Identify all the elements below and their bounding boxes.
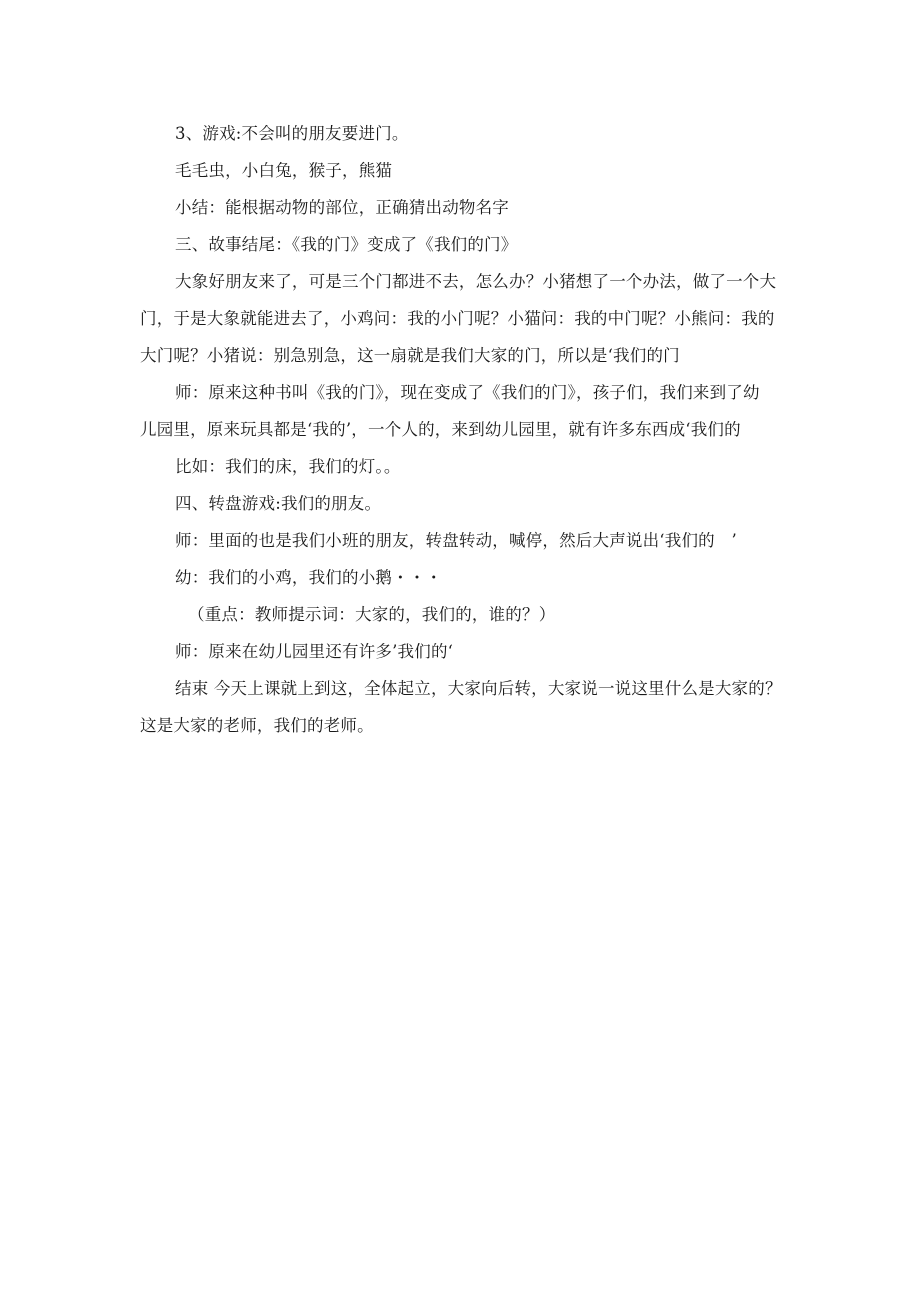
key-point-line: （重点：教师提示词：大家的，我们的，谁的？） [188,605,556,624]
ending-line-1: 结束 今天上课就上到这，全体起立，大家向后转，大家说一说这里什么是大家的？ [175,679,782,698]
child-response-line: 幼：我们的小鸡，我们的小鹅・・・ [175,568,443,587]
story-paragraph-line-3: 大门呢？小猪说：别急别急，这一扇就是我们大家的门，所以是‘我们的门 [140,346,680,365]
teacher-instruction-line: 师：里面的也是我们小班的朋友，转盘转动，喊停，然后大声说出‘我们的 ’ [175,531,737,550]
story-paragraph-line-2: 门，于是大象就能进去了，小鸡问：我的小门呢？小猫问：我的中门呢？小熊问：我的 [140,309,775,328]
story-paragraph-line-1: 大象好朋友来了，可是三个门都进不去，怎么办？小猪想了一个办法，做了一个大 [175,272,777,291]
ending-line-2: 这是大家的老师，我们的老师。 [140,716,374,735]
section-three-heading: 三、故事结尾：《我的门》变成了《我们的门》 [175,235,518,254]
teacher-paragraph-line-1: 师：原来这种书叫《我的门》，现在变成了《我们的门》，孩子们，我们来到了幼 [175,383,760,402]
game-heading: 3、游戏:不会叫的朋友要进门。 [175,124,409,143]
example-line: 比如：我们的床，我们的灯。。 [175,457,401,476]
teacher-closing-line: 师：原来在幼儿园里还有许多’我们的‘ [175,642,454,661]
teacher-paragraph-line-2: 儿园里，原来玩具都是‘我的’，一个人的，来到幼儿园里，就有许多东西成‘我们的 [140,420,741,439]
animal-list: 毛毛虫，小白兔，猴子，熊猫 [175,161,393,180]
summary-line: 小结：能根据动物的部位，正确猜出动物名字 [175,198,509,217]
section-four-heading: 四、转盘游戏:我们的朋友。 [175,494,382,513]
